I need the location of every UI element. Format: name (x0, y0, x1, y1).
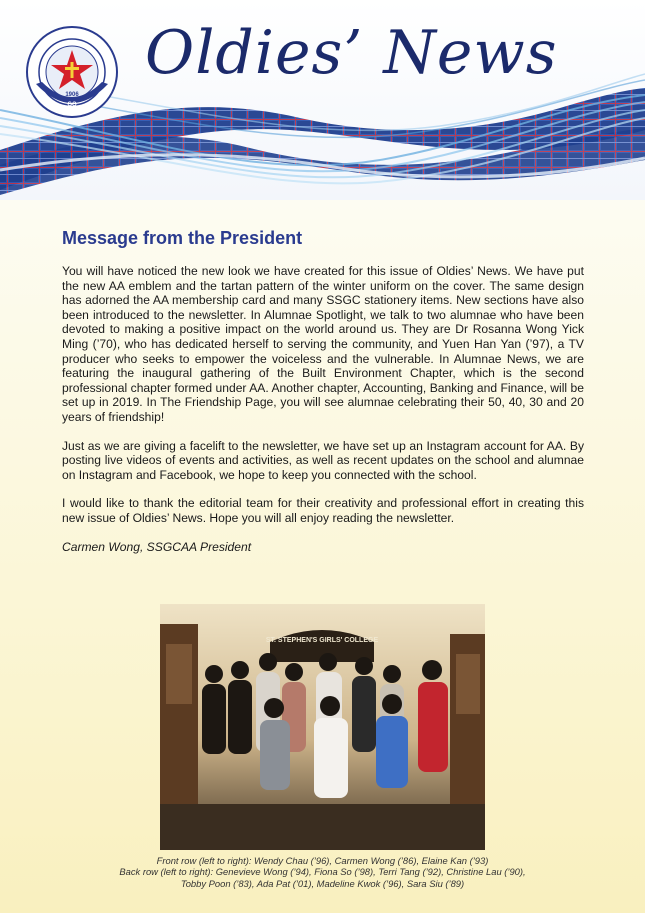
article-paragraph: I would like to thank the editorial team for their creativity and professional effort in creating this new issue of Oldies’ News. Hope you will all enjoy reading the newsletter. (62, 496, 584, 525)
caption-front-row: Front row (left to right): Wendy Chau (’96), Carmen Wong (’86), Elaine Kan (’93) (156, 855, 489, 866)
caption-back-row: Back row (left to right): Genevieve Wong (’94), Fiona So (’98), Terri Tang (’92), Christine Lau (’90), (119, 866, 526, 878)
masthead-title: Oldies’ News (145, 18, 558, 88)
article-paragraph: Just as we are giving a facelift to the newsletter, we have set up an Instagram account for AA. By posting live videos of events and activities, as well as recent updates on the school and alumnae on Instagram and Facebook, we hope to keep you connected with the school. (62, 438, 584, 482)
article-heading: Message from the President (62, 228, 303, 248)
svg-text:1906: 1906 (65, 92, 79, 98)
photo-caption (40, 855, 605, 889)
article-paragraph: You will have noticed the new look we have created for this issue of Oldies’ News. We have put the new AA emblem and the tartan pattern of the winter uniform on the cover. The same design has adorned the AA membership card and many SSGC stationery items. New sections have also been introduced to the newsletter. In Alumnae Spotlight, we talk to two alumnae who have been devoted to making a positive impact on the world around us. They are Dr Rosanna Wong Yick Ming (’70), who has dedicated herself to serving the community, and Yuen Han Yan (’97), a TV producer who seeks to empower the voiceless and the vulnerable. In Alumnae News, we are featuring the inaugural gathering of the Built Environment Chapter, which is the second professional chapter formed under AA. Another chapter, Accounting, Banking and Finance, will be set up in 2019. In The Friendship Page, you will see alumnae celebrating their 50, 40, 30 and 20 years of friendship! (62, 264, 584, 424)
header-banner (0, 0, 645, 200)
caption-back-row-continued: Tobby Poon (’83), Ada Pat (’01), Madeline Kwok (’96), Sara Siu (’89) (180, 877, 465, 889)
group-photo (160, 604, 485, 850)
signature: Carmen Wong, SSGCAA President (62, 539, 252, 554)
svg-text:ST. STEPHEN'S GIRLS' COLLEGE: ST. STEPHEN'S GIRLS' COLLEGE (265, 637, 379, 644)
article (62, 228, 584, 554)
alumnae-association-emblem (26, 26, 118, 118)
svg-text:GO: GO (67, 102, 77, 108)
